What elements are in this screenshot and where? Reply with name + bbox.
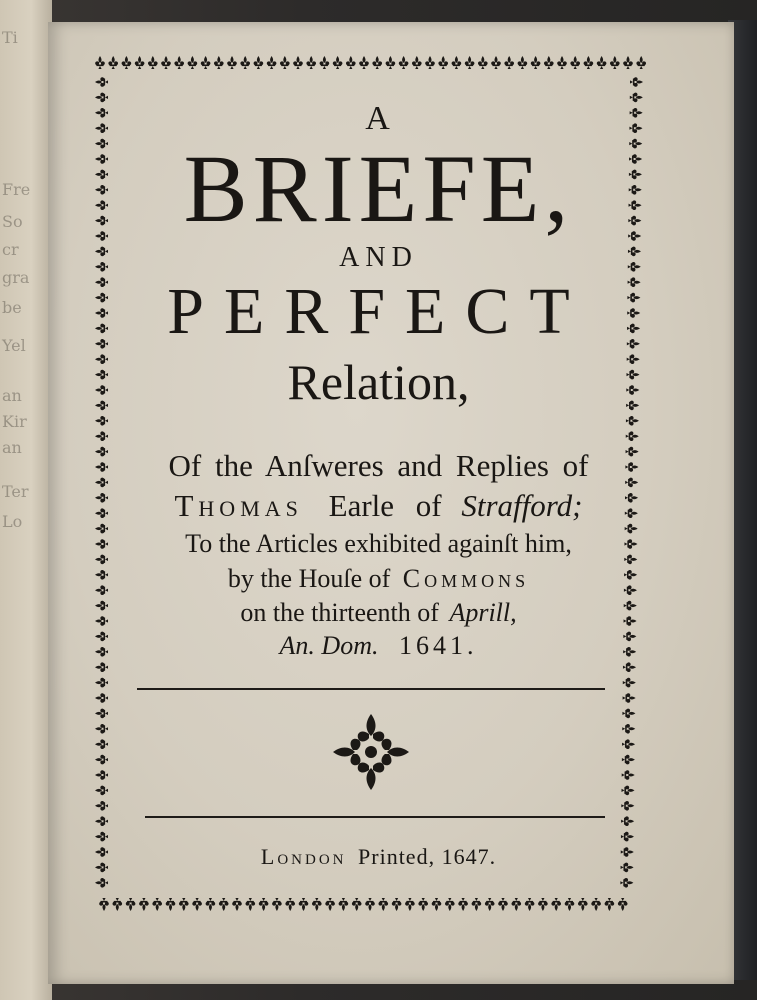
upper-rule <box>137 688 605 690</box>
fleur-de-lis-icon <box>152 898 162 911</box>
fleur-de-lis-icon <box>95 801 108 811</box>
fleur-de-lis-icon <box>511 898 521 911</box>
fleur-de-lis-icon <box>219 898 229 911</box>
fleur-de-lis-icon <box>188 56 198 69</box>
fleur-de-lis-icon <box>240 56 250 69</box>
fleur-de-lis-icon <box>399 56 409 69</box>
fleur-de-lis-icon <box>491 56 501 69</box>
fleur-de-lis-icon <box>126 898 136 911</box>
fleur-de-lis-icon <box>365 898 375 911</box>
fleur-de-lis-icon <box>245 898 255 911</box>
previous-page-fragment: an <box>2 386 22 405</box>
imprint-printed: Printed, 1647. <box>358 844 497 869</box>
fleur-de-lis-icon <box>192 898 202 911</box>
fleur-de-lis-icon <box>346 56 356 69</box>
fleur-de-lis-icon <box>232 898 242 911</box>
commons: Commons <box>402 564 530 593</box>
fleur-de-lis-icon <box>438 56 448 69</box>
fleur-de-lis-icon <box>293 56 303 69</box>
fleur-de-lis-icon <box>610 56 620 69</box>
fleur-de-lis-icon <box>620 878 633 888</box>
fleur-de-lis-icon <box>325 898 335 911</box>
fleur-de-lis-icon <box>227 56 237 69</box>
fleur-de-lis-icon <box>623 678 636 688</box>
fleur-de-lis-icon <box>95 77 108 87</box>
title-perfect: PERFECT <box>167 275 590 348</box>
fleur-de-lis-icon <box>570 56 580 69</box>
fleur-de-lis-icon <box>312 898 322 911</box>
fleur-de-lis-icon <box>95 755 108 765</box>
previous-page-fragment: gra <box>2 268 30 287</box>
title-briefe: BRIEFE, <box>183 135 574 242</box>
imprint <box>0 843 757 871</box>
fleur-de-lis-icon <box>95 878 108 888</box>
subtitle-thomas-line <box>0 488 757 524</box>
fleur-de-lis-icon <box>504 56 514 69</box>
fleur-de-lis-icon <box>95 662 108 672</box>
previous-page-fragment: Lo <box>2 512 23 531</box>
previous-page-fragment: cr <box>2 240 19 259</box>
fleur-de-lis-icon <box>621 801 634 811</box>
fleur-de-lis-icon <box>95 832 108 842</box>
fleur-de-lis-icon <box>623 693 636 703</box>
subtitle-answeres-line: Of the Anſweres and Replies of <box>168 448 589 483</box>
fleur-de-lis-icon <box>531 56 541 69</box>
thirteenth-prefix: on the thirteenth of <box>240 598 439 627</box>
fleur-de-lis-icon <box>621 786 634 796</box>
subtitle-year-line <box>0 630 757 662</box>
earle-of: Earle of <box>328 488 442 523</box>
fleur-de-lis-icon <box>557 56 567 69</box>
fleur-de-lis-icon <box>622 739 635 749</box>
fleur-de-lis-icon <box>386 56 396 69</box>
fleur-de-lis-icon <box>591 898 601 911</box>
previous-page-fragment: Ti <box>2 28 18 47</box>
fleur-de-lis-icon <box>148 56 158 69</box>
an-dom: An. Dom. <box>279 631 379 660</box>
fleur-de-lis-icon <box>623 56 633 69</box>
fleur-de-lis-icon <box>372 56 382 69</box>
previous-page-fragment: Ter <box>2 482 29 501</box>
fleur-de-lis-icon <box>425 56 435 69</box>
fleur-de-lis-icon <box>622 709 635 719</box>
subtitle-date-line <box>0 597 757 629</box>
fleur-de-lis-icon <box>626 416 639 426</box>
fleur-de-lis-icon <box>108 56 118 69</box>
fleur-de-lis-icon <box>359 56 369 69</box>
fleur-de-lis-icon <box>498 898 508 911</box>
fleur-de-lis-icon <box>432 898 442 911</box>
previous-page-fragment: Fre <box>2 180 31 199</box>
fleuron-icon <box>329 710 413 794</box>
fleur-de-lis-icon <box>445 898 455 911</box>
fleur-de-lis-icon <box>622 770 635 780</box>
previous-page-fragment: Yel <box>2 336 26 355</box>
fleur-de-lis-icon <box>201 56 211 69</box>
fleur-de-lis-icon <box>597 56 607 69</box>
fleur-de-lis-icon <box>622 724 635 734</box>
title-and: AND <box>339 242 418 273</box>
fleur-de-lis-icon <box>95 770 108 780</box>
fleur-de-lis-icon <box>285 898 295 911</box>
fleur-de-lis-icon <box>618 898 628 911</box>
fleur-de-lis-icon <box>412 56 422 69</box>
fleur-de-lis-icon <box>452 56 462 69</box>
fleur-de-lis-icon <box>418 898 428 911</box>
fleur-de-lis-icon <box>95 786 108 796</box>
fleur-de-lis-icon <box>478 56 488 69</box>
title-article: A <box>365 100 392 137</box>
subtitle-house-line <box>0 563 757 595</box>
fleur-de-lis-icon <box>378 898 388 911</box>
lower-rule <box>145 816 605 818</box>
aprill: Aprill, <box>449 598 517 627</box>
fleur-de-lis-icon <box>518 56 528 69</box>
fleur-de-lis-icon <box>99 898 109 911</box>
fleur-de-lis-icon <box>621 832 634 842</box>
fleur-de-lis-icon <box>485 898 495 911</box>
fleur-de-lis-icon <box>465 56 475 69</box>
year: 1641. <box>398 631 478 660</box>
fleur-de-lis-icon <box>623 662 636 672</box>
fleur-de-lis-icon <box>525 898 535 911</box>
fleur-de-lis-icon <box>259 898 269 911</box>
previous-page-fragment: Kir <box>2 412 27 431</box>
fleur-de-lis-icon <box>139 898 149 911</box>
fleur-de-lis-icon <box>352 898 362 911</box>
fleur-de-lis-icon <box>538 898 548 911</box>
fleur-de-lis-icon <box>267 56 277 69</box>
fleur-de-lis-icon <box>174 56 184 69</box>
fleur-de-lis-icon <box>578 898 588 911</box>
fleur-de-lis-icon <box>458 898 468 911</box>
imprint-london: London <box>260 844 347 869</box>
name-strafford: Strafford; <box>461 488 583 523</box>
previous-page-fragment: be <box>2 298 22 317</box>
fleur-de-lis-icon <box>95 693 108 703</box>
fleur-de-lis-icon <box>333 56 343 69</box>
fleur-de-lis-icon <box>299 898 309 911</box>
fleur-de-lis-icon <box>621 816 634 826</box>
fleur-de-lis-icon <box>565 898 575 911</box>
fleur-de-lis-icon <box>605 898 615 911</box>
fleur-de-lis-icon <box>636 56 646 69</box>
fleur-de-lis-icon <box>280 56 290 69</box>
fleur-de-lis-icon <box>544 56 554 69</box>
fleur-de-lis-icon <box>626 431 639 441</box>
fleur-de-lis-icon <box>392 898 402 911</box>
fleur-de-lis-icon <box>122 56 132 69</box>
fleur-de-lis-icon <box>254 56 264 69</box>
fleur-de-lis-icon <box>135 56 145 69</box>
fleur-de-lis-icon <box>472 898 482 911</box>
fleur-de-lis-icon <box>161 56 171 69</box>
fleur-de-lis-icon <box>622 755 635 765</box>
fleur-de-lis-icon <box>339 898 349 911</box>
title-relation: Relation, <box>287 354 470 410</box>
fleur-de-lis-icon <box>112 898 122 911</box>
fleur-de-lis-icon <box>320 56 330 69</box>
fleur-de-lis-icon <box>95 56 105 69</box>
name-thomas: Thomas <box>174 488 303 523</box>
fleur-de-lis-icon <box>95 739 108 749</box>
fleur-de-lis-icon <box>630 77 643 87</box>
fleur-de-lis-icon <box>306 56 316 69</box>
fleur-de-lis-icon <box>95 431 108 441</box>
subtitle-articles-line: To the Articles exhibited againſt him, <box>185 529 572 558</box>
fleur-de-lis-icon <box>272 898 282 911</box>
fleur-de-lis-icon <box>95 724 108 734</box>
fleur-de-lis-icon <box>95 678 108 688</box>
fleur-de-lis-icon <box>214 56 224 69</box>
fleur-de-lis-icon <box>95 709 108 719</box>
fleur-de-lis-icon <box>179 898 189 911</box>
fleur-de-lis-icon <box>405 898 415 911</box>
previous-page-fragment: So <box>2 212 23 231</box>
previous-page-fragment: an <box>2 438 22 457</box>
fleur-de-lis-icon <box>584 56 594 69</box>
house-prefix: by the Houſe of <box>227 564 391 593</box>
fleur-de-lis-icon <box>95 416 108 426</box>
fleur-de-lis-icon <box>166 898 176 911</box>
fleur-de-lis-icon <box>206 898 216 911</box>
fleur-de-lis-icon <box>551 898 561 911</box>
fleur-de-lis-icon <box>95 816 108 826</box>
